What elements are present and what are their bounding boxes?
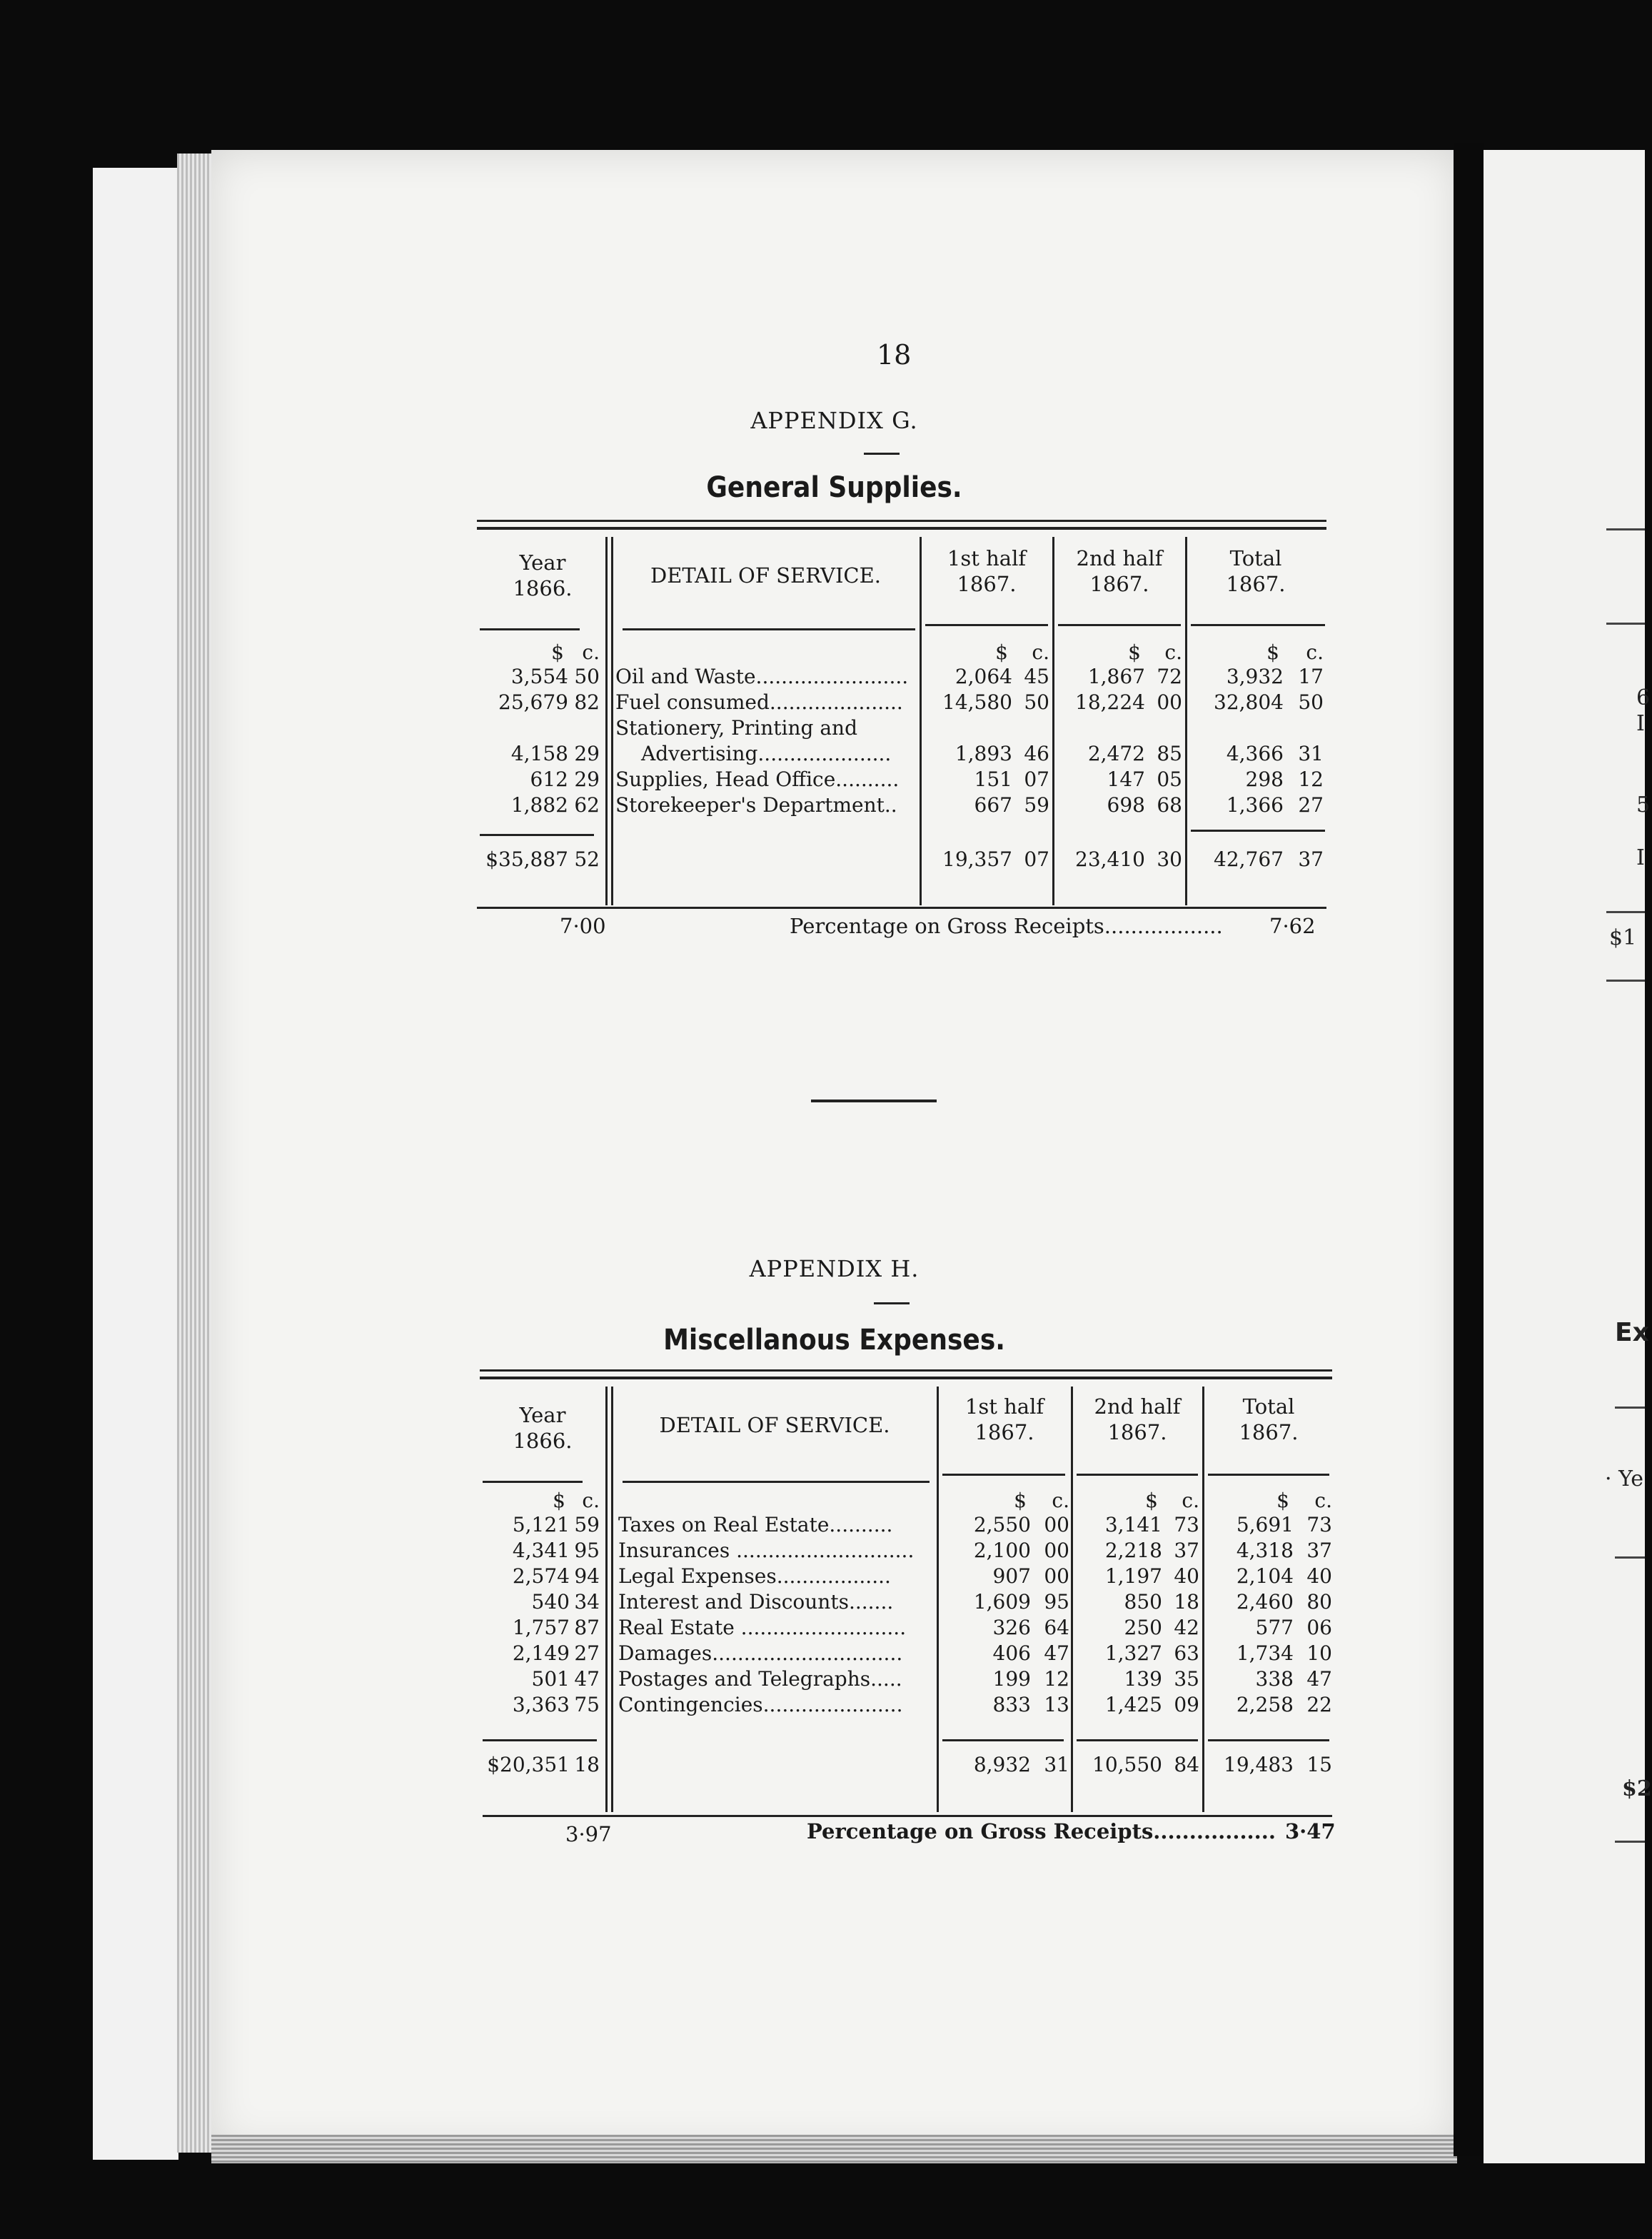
- second-dollars: 1,425: [1104, 1693, 1162, 1716]
- header-rule: [623, 1481, 930, 1483]
- sum-rule: [1208, 1739, 1329, 1741]
- year-cents: 50: [574, 665, 600, 688]
- table-top-rule: [477, 527, 1326, 530]
- unit-dollar: $: [553, 1489, 565, 1512]
- total-cents: 73: [1306, 1513, 1332, 1536]
- header-rule: [1191, 624, 1325, 626]
- total-dollars: 5,691: [1236, 1513, 1294, 1536]
- header-second-line: 1867.: [1089, 572, 1149, 596]
- second-sum-cents: 30: [1157, 847, 1182, 871]
- year-cents: 29: [574, 742, 600, 765]
- total-dollars: 4,318: [1236, 1539, 1294, 1562]
- table-bottom-rule: [483, 1815, 1332, 1817]
- second-dollars: 139: [1124, 1667, 1162, 1691]
- second-sum-dollars: 10,550: [1092, 1753, 1162, 1776]
- second-cents: 85: [1157, 742, 1182, 765]
- total-dollars: 338: [1255, 1667, 1294, 1691]
- first-cents: 46: [1024, 742, 1049, 765]
- second-cents: 00: [1157, 690, 1182, 714]
- first-cents: 45: [1024, 665, 1049, 688]
- total-sum-cents: 15: [1306, 1753, 1332, 1776]
- header-year-line: 1866.: [513, 1429, 573, 1453]
- second-cents: 40: [1174, 1564, 1199, 1588]
- total-dollars: 577: [1255, 1616, 1294, 1639]
- appendix-g-percentage-1866: 7·00: [560, 914, 606, 938]
- first-dollars: 2,064: [955, 665, 1012, 688]
- total-dollars: 2,460: [1236, 1590, 1294, 1614]
- header-second-half: [1074, 1394, 1201, 1445]
- sum-rule: [483, 1739, 597, 1741]
- second-sum-dollars: 23,410: [1075, 847, 1145, 871]
- first-cents: 00: [1044, 1513, 1069, 1536]
- header-first-line: 1867.: [957, 572, 1017, 596]
- first-sum-cents: 31: [1044, 1753, 1069, 1776]
- first-cents: 00: [1044, 1539, 1069, 1562]
- second-dollars: 250: [1124, 1616, 1162, 1639]
- year-dollars: 2,574: [512, 1564, 570, 1588]
- header-year: [485, 550, 600, 601]
- header-rule: [483, 1481, 583, 1483]
- unit-dollar: $: [1266, 640, 1279, 664]
- total-dollars: 1,366: [1226, 793, 1284, 817]
- year-cents: 95: [574, 1539, 600, 1562]
- second-cents: 18: [1174, 1590, 1199, 1614]
- table-top-rule: [480, 1369, 1332, 1372]
- unit-cents: c.: [1052, 1489, 1069, 1512]
- first-cents: 50: [1024, 690, 1049, 714]
- unit-dollar: $: [1276, 1489, 1289, 1512]
- header-total-line: Total: [1229, 546, 1282, 570]
- header-first-line: 1867.: [974, 1420, 1034, 1444]
- unit-cents: c.: [1182, 1489, 1199, 1512]
- service-detail: Advertising.....................: [641, 742, 892, 765]
- sum-rule: [942, 1739, 1064, 1741]
- first-dollars: 667: [974, 793, 1012, 817]
- second-dollars: 1,197: [1104, 1564, 1162, 1588]
- year-dollars: 4,158: [510, 742, 568, 765]
- year-sum-cents: 18: [574, 1753, 600, 1776]
- adjacent-rule: [1606, 980, 1645, 982]
- year-sum-dollars: $35,887: [485, 847, 568, 871]
- second-cents: 73: [1174, 1513, 1199, 1536]
- scan-left-margin: [93, 168, 178, 2160]
- header-total: [1188, 545, 1324, 597]
- unit-cents: c.: [1314, 1489, 1332, 1512]
- year-cents: 82: [574, 690, 600, 714]
- column-rule: [937, 1387, 939, 1812]
- year-cents: 29: [574, 768, 600, 791]
- page-number: 18: [877, 339, 912, 371]
- adjacent-fragment: $2: [1622, 1776, 1652, 1801]
- second-cents: 68: [1157, 793, 1182, 817]
- column-rule: [605, 1387, 608, 1812]
- appendix-h-percentage-1867: 3·47: [1285, 1819, 1336, 1843]
- adjacent-rule: [1606, 623, 1645, 625]
- adjacent-fragment: 5: [1636, 793, 1651, 817]
- second-cents: 35: [1174, 1667, 1199, 1691]
- appendix-g-percentage-label: Percentage on Gross Receipts..................: [790, 914, 1223, 938]
- second-dollars: 2,472: [1087, 742, 1145, 765]
- service-detail: Interest and Discounts.......: [618, 1590, 894, 1614]
- adjacent-fragment: Ex: [1615, 1318, 1649, 1347]
- header-year: [485, 1402, 600, 1454]
- year-sum-cents: 52: [574, 847, 600, 871]
- unit-dollar: $: [1128, 640, 1141, 664]
- service-detail: Storekeeper's Department..: [615, 793, 897, 817]
- first-dollars: 1,609: [973, 1590, 1031, 1614]
- adjacent-fragment: 6: [1636, 685, 1651, 710]
- year-dollars: 501: [531, 1667, 570, 1691]
- sum-rule: [1077, 1739, 1198, 1741]
- year-dollars: 540: [531, 1590, 570, 1614]
- total-cents: 47: [1306, 1667, 1332, 1691]
- year-cents: 47: [574, 1667, 600, 1691]
- header-first-line: 1st half: [947, 546, 1027, 570]
- second-cents: 63: [1174, 1641, 1199, 1665]
- service-detail: Supplies, Head Office..........: [615, 768, 900, 791]
- first-dollars: 199: [992, 1667, 1031, 1691]
- adjacent-rule: [1615, 1407, 1645, 1409]
- first-cents: 64: [1044, 1616, 1069, 1639]
- service-detail: Damages..............................: [618, 1641, 903, 1665]
- first-cents: 07: [1024, 768, 1049, 791]
- first-dollars: 406: [992, 1641, 1031, 1665]
- header-total-line: 1867.: [1239, 1420, 1299, 1444]
- total-dollars: 4,366: [1226, 742, 1284, 765]
- second-dollars: 147: [1107, 768, 1145, 791]
- total-cents: 17: [1298, 665, 1324, 688]
- service-detail: Real Estate ..........................: [618, 1616, 907, 1639]
- first-dollars: 326: [992, 1616, 1031, 1639]
- header-second-line: 2nd half: [1076, 546, 1163, 570]
- total-cents: 31: [1298, 742, 1324, 765]
- header-rule: [480, 628, 580, 630]
- total-cents: 12: [1298, 768, 1324, 791]
- total-cents: 06: [1306, 1616, 1332, 1639]
- total-cents: 37: [1306, 1539, 1332, 1562]
- column-rule: [611, 537, 613, 905]
- unit-cents: c.: [582, 640, 600, 664]
- total-dollars: 1,734: [1236, 1641, 1294, 1665]
- first-dollars: 2,550: [973, 1513, 1031, 1536]
- service-detail: Oil and Waste........................: [615, 665, 909, 688]
- header-total-line: Total: [1242, 1394, 1295, 1419]
- sum-rule: [480, 834, 594, 836]
- total-cents: 10: [1306, 1641, 1332, 1665]
- adjacent-page: [1484, 150, 1645, 2163]
- unit-dollar: $: [1145, 1489, 1158, 1512]
- year-cents: 59: [574, 1513, 600, 1536]
- second-cents: 37: [1174, 1539, 1199, 1562]
- header-first-half: [940, 1394, 1069, 1445]
- header-rule: [942, 1474, 1065, 1476]
- second-cents: 42: [1174, 1616, 1199, 1639]
- unit-dollar: $: [1014, 1489, 1027, 1512]
- second-cents: 05: [1157, 768, 1182, 791]
- first-sum-dollars: 8,932: [973, 1753, 1031, 1776]
- header-rule: [1058, 624, 1181, 626]
- column-rule: [611, 1387, 613, 1812]
- year-dollars: 3,554: [510, 665, 568, 688]
- total-dollars: 32,804: [1214, 690, 1284, 714]
- adjacent-fragment: I: [1636, 845, 1645, 870]
- section-divider: [811, 1100, 937, 1102]
- header-year-line: 1866.: [513, 576, 573, 600]
- header-total-line: 1867.: [1226, 572, 1286, 596]
- adjacent-fragment: · Ye: [1605, 1466, 1644, 1491]
- second-cents: 09: [1174, 1693, 1199, 1716]
- second-cents: 72: [1157, 665, 1182, 688]
- appendix-h-short-rule: [874, 1302, 910, 1304]
- first-cents: 12: [1044, 1667, 1069, 1691]
- total-cents: 50: [1298, 690, 1324, 714]
- appendix-g-heading: APPENDIX G.: [750, 407, 918, 434]
- total-sum-dollars: 42,767: [1214, 847, 1284, 871]
- header-first-half: [922, 545, 1051, 597]
- unit-cents: c.: [582, 1489, 600, 1512]
- unit-cents: c.: [1164, 640, 1182, 664]
- service-detail: Postages and Telegraphs.....: [618, 1667, 902, 1691]
- second-dollars: 850: [1124, 1590, 1162, 1614]
- service-detail: Stationery, Printing and: [615, 716, 858, 740]
- total-sum-dollars: 19,483: [1224, 1753, 1294, 1776]
- first-dollars: 151: [974, 768, 1012, 791]
- appendix-h-percentage-label: Percentage on Gross Receipts.................: [807, 1819, 1276, 1843]
- adjacent-rule: [1606, 911, 1645, 913]
- page: [211, 150, 1457, 2149]
- table-bottom-rule: [477, 907, 1326, 909]
- appendix-g-title: General Supplies.: [706, 471, 962, 504]
- unit-cents: c.: [1032, 640, 1049, 664]
- appendix-g-percentage-1867: 7·62: [1269, 914, 1316, 938]
- page-stack-bottom: [211, 2135, 1457, 2163]
- header-year-line: Year: [519, 550, 566, 575]
- header-second-half: [1055, 545, 1184, 597]
- total-dollars: 2,258: [1236, 1693, 1294, 1716]
- year-cents: 75: [574, 1693, 600, 1716]
- adjacent-rule: [1606, 528, 1645, 530]
- year-dollars: 4,341: [512, 1539, 570, 1562]
- second-dollars: 698: [1107, 793, 1145, 817]
- first-dollars: 833: [992, 1693, 1031, 1716]
- second-dollars: 18,224: [1075, 690, 1145, 714]
- sum-rule: [1191, 830, 1325, 832]
- adjacent-rule: [1615, 1841, 1645, 1843]
- year-dollars: 1,882: [510, 793, 568, 817]
- header-second-line: 2nd half: [1094, 1394, 1181, 1419]
- service-detail: Contingencies......................: [618, 1693, 903, 1716]
- second-dollars: 1,867: [1087, 665, 1145, 688]
- total-cents: 40: [1306, 1564, 1332, 1588]
- second-dollars: 2,218: [1104, 1539, 1162, 1562]
- year-cents: 94: [574, 1564, 600, 1588]
- first-dollars: 2,100: [973, 1539, 1031, 1562]
- header-second-line: 1867.: [1107, 1420, 1167, 1444]
- first-cents: 13: [1044, 1693, 1069, 1716]
- header-first-line: 1st half: [964, 1394, 1044, 1419]
- total-cents: 27: [1298, 793, 1324, 817]
- total-dollars: 298: [1245, 768, 1284, 791]
- column-rule: [1052, 537, 1054, 905]
- table-top-rule: [480, 1377, 1332, 1379]
- first-dollars: 1,893: [955, 742, 1012, 765]
- first-cents: 59: [1024, 793, 1049, 817]
- header-rule: [1077, 1474, 1198, 1476]
- appendix-h-heading: APPENDIX H.: [749, 1255, 920, 1282]
- second-sum-cents: 84: [1174, 1753, 1199, 1776]
- year-dollars: 1,757: [512, 1616, 570, 1639]
- unit-dollar: $: [995, 640, 1008, 664]
- year-dollars: 2,149: [512, 1641, 570, 1665]
- header-year-line: Year: [519, 1403, 566, 1427]
- year-sum-dollars: $20,351: [487, 1753, 570, 1776]
- total-dollars: 2,104: [1236, 1564, 1294, 1588]
- second-dollars: 3,141: [1104, 1513, 1162, 1536]
- appendix-h-percentage-1866: 3·97: [565, 1822, 612, 1846]
- year-cents: 87: [574, 1616, 600, 1639]
- service-detail: Taxes on Real Estate..........: [618, 1513, 893, 1536]
- total-cents: 80: [1306, 1590, 1332, 1614]
- column-rule: [1071, 1387, 1073, 1812]
- column-rule: [1185, 537, 1187, 905]
- column-rule: [605, 537, 608, 905]
- column-rule: [920, 537, 922, 905]
- appendix-h-title: Miscellanous Expenses.: [663, 1324, 1005, 1357]
- adjacent-fragment: I: [1636, 711, 1645, 736]
- table-top-rule: [477, 520, 1326, 522]
- header-rule: [1208, 1474, 1329, 1476]
- unit-dollar: $: [551, 640, 564, 664]
- service-detail: Fuel consumed.....................: [615, 690, 903, 714]
- first-cents: 00: [1044, 1564, 1069, 1588]
- first-dollars: 14,580: [942, 690, 1012, 714]
- adjacent-fragment: $1: [1609, 925, 1637, 950]
- unit-cents: c.: [1306, 640, 1324, 664]
- year-cents: 27: [574, 1641, 600, 1665]
- header-detail: DETAIL OF SERVICE.: [650, 563, 881, 588]
- header-total: [1205, 1394, 1332, 1445]
- appendix-g-short-rule: [864, 453, 900, 455]
- total-cents: 22: [1306, 1693, 1332, 1716]
- book-gutter: [1454, 143, 1484, 2156]
- adjacent-rule: [1615, 1556, 1645, 1559]
- first-sum-dollars: 19,357: [942, 847, 1012, 871]
- header-detail: DETAIL OF SERVICE.: [659, 1413, 890, 1437]
- year-dollars: 3,363: [512, 1693, 570, 1716]
- second-dollars: 1,327: [1104, 1641, 1162, 1665]
- column-rule: [1202, 1387, 1204, 1812]
- first-sum-cents: 07: [1024, 847, 1049, 871]
- service-detail: Legal Expenses..................: [618, 1564, 891, 1588]
- first-dollars: 907: [992, 1564, 1031, 1588]
- year-cents: 62: [574, 793, 600, 817]
- header-rule: [623, 628, 915, 630]
- year-dollars: 5,121: [512, 1513, 570, 1536]
- first-cents: 95: [1044, 1590, 1069, 1614]
- page-stack-edge: [177, 154, 213, 2153]
- header-rule: [925, 624, 1048, 626]
- first-cents: 47: [1044, 1641, 1069, 1665]
- total-dollars: 3,932: [1226, 665, 1284, 688]
- service-detail: Insurances ............................: [618, 1539, 915, 1562]
- year-cents: 34: [574, 1590, 600, 1614]
- year-dollars: 612: [530, 768, 568, 791]
- total-sum-cents: 37: [1298, 847, 1324, 871]
- year-dollars: 25,679: [498, 690, 568, 714]
